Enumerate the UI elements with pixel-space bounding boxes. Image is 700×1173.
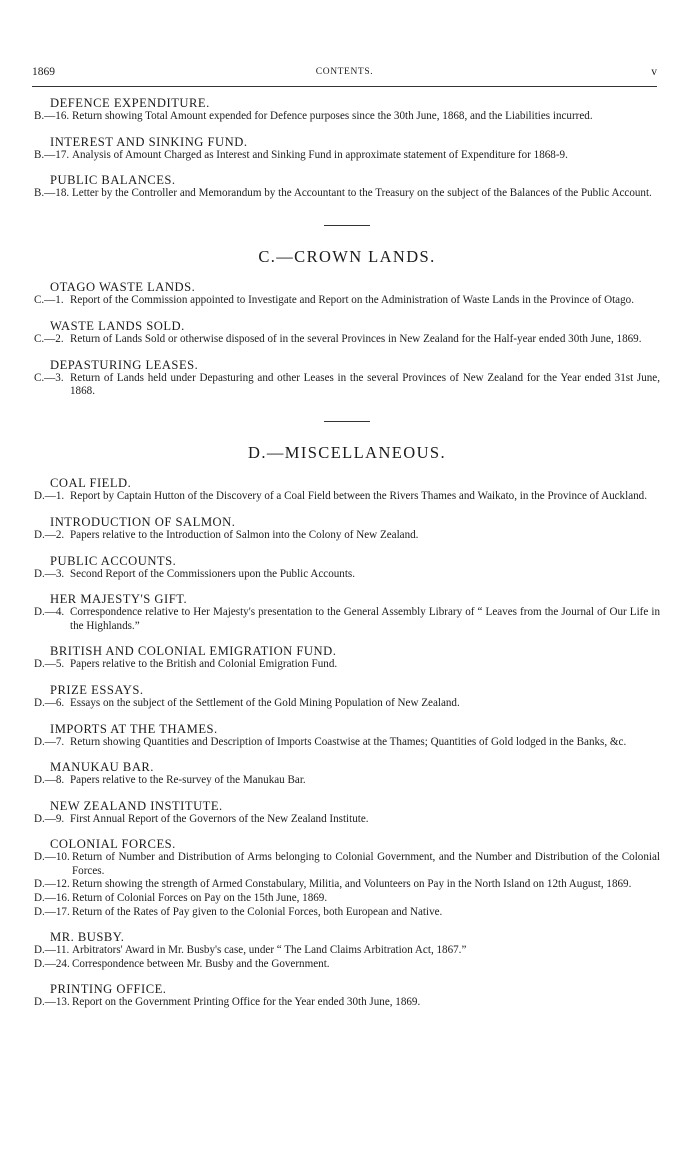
paper-title: Correspondence relative to Her Majesty's presentation to the General Assembly Library of “ Leaves from the Journal of Our Life in the Highlands.”: [70, 606, 660, 632]
group-heading: PRIZE ESSAYS.: [50, 682, 144, 697]
contents-group: [34, 930, 660, 971]
paper-code: D.—10.: [34, 851, 70, 864]
contents-entry: [34, 658, 660, 672]
group-heading: HER MAJESTY'S GIFT.: [50, 592, 188, 607]
contents-group: [34, 135, 660, 163]
header-year: 1869: [32, 66, 55, 78]
group-heading: INTRODUCTION OF SALMON.: [50, 514, 236, 529]
contents-entry: [34, 906, 660, 920]
paper-code: D.—7.: [34, 735, 65, 748]
group-heading: PRINTING OFFICE.: [50, 982, 167, 997]
contents-entry: [34, 813, 660, 827]
paper-title: Correspondence between Mr. Busby and the Government.: [72, 957, 330, 970]
group-heading: DEFENCE EXPENDITURE.: [50, 96, 210, 110]
paper-title: Essays on the subject of the Settlement of the Gold Mining Population of New Zealand.: [70, 696, 460, 709]
section-d-title: D.—MISCELLANEOUS.: [248, 442, 446, 462]
paper-title: Return of Lands held under Depasturing and other Leases in the several Provinces of New Zealand for the Year ended 31st June, 1868.: [70, 371, 660, 398]
contents-entry: [34, 944, 660, 958]
group-heading: WASTE LANDS SOLD.: [50, 318, 185, 333]
group-heading: INTEREST AND SINKING FUND.: [50, 134, 248, 149]
contents-group: [34, 644, 660, 672]
contents-entry: [34, 294, 660, 308]
header-title: CONTENTS.: [315, 67, 374, 77]
contents-group: [34, 722, 660, 750]
section-c-title: C.—CROWN LANDS.: [258, 246, 436, 266]
group-heading: IMPORTS AT THE THAMES.: [50, 721, 218, 736]
paper-title: Return showing Quantities and Description of Imports Coastwise at the Thames; Quantities of Gold lodged in the Banks, &c.: [70, 735, 627, 748]
contents-group: [34, 319, 660, 347]
group-heading: OTAGO WASTE LANDS.: [50, 280, 196, 295]
paper-code: D.—9.: [34, 812, 65, 825]
paper-title: Report on the Government Printing Office for the Year ended 30th June, 1869.: [72, 996, 421, 1009]
contents-entry: [34, 736, 660, 750]
paper-code: D.—4.: [34, 606, 65, 619]
section-d: [34, 476, 660, 1010]
paper-title: Return of Number and Distribution of Arms belonging to Colonial Government, and the Number and Distribution of the Colonial Forces.: [72, 851, 660, 877]
paper-code: C.—1.: [34, 294, 64, 307]
contents-entry: [34, 110, 660, 124]
paper-code: B.—17.: [34, 148, 70, 161]
paper-code: D.—5.: [34, 658, 65, 671]
section-b-continued: [34, 96, 660, 201]
contents-group: [34, 96, 660, 124]
paper-title: Return showing Total Amount expended for Defence purposes since the 30th June, 1868, and the Liabilities incurred.: [72, 110, 593, 122]
paper-code: D.—13.: [34, 996, 70, 1009]
group-heading: BRITISH AND COLONIAL EMIGRATION FUND.: [50, 644, 337, 659]
header-rule: [32, 86, 657, 87]
contents-entry: [34, 187, 660, 201]
page-number: v: [651, 66, 657, 78]
paper-title: Report of the Commission appointed to Investigate and Report on the Administration of Waste Lands in the Province of Otago.: [70, 294, 634, 307]
paper-code: D.—24.: [34, 957, 70, 970]
contents-entry: [34, 697, 660, 711]
page-header: [32, 66, 657, 82]
contents-group: [34, 683, 660, 711]
contents-entry: [34, 333, 660, 347]
group-heading: DEPASTURING LEASES.: [50, 357, 199, 372]
paper-title: Return of the Rates of Pay given to the Colonial Forces, both European and Native.: [72, 905, 443, 918]
contents-group: [34, 554, 660, 582]
group-heading: COAL FIELD.: [50, 476, 132, 491]
contents-entry: [34, 606, 660, 633]
paper-title: Return showing the strength of Armed Constabulary, Militia, and Volunteers on Pay in the North Island on 12th August, 1869.: [72, 878, 632, 891]
contents-group: [34, 837, 660, 919]
paper-title: Second Report of the Commissioners upon the Public Accounts.: [70, 567, 356, 580]
paper-title: Report by Captain Hutton of the Discovery of a Coal Field between the Rivers Thames and Waikato, in the Province of Auckland.: [70, 490, 647, 503]
contents-entry: [34, 568, 660, 582]
paper-code: D.—16.: [34, 892, 70, 905]
contents-entry: [34, 372, 660, 399]
contents-body: [34, 96, 660, 1010]
paper-title: Letter by the Controller and Memorandum by the Accountant to the Treasury on the subject of the Balances of the Public Account.: [72, 187, 652, 200]
contents-entry: [34, 774, 660, 788]
paper-title: First Annual Report of the Governors of the New Zealand Institute.: [70, 812, 369, 825]
paper-title: Analysis of Amount Charged as Interest and Sinking Fund in approximate statement of Expenditure for 1868-9.: [72, 148, 568, 161]
contents-group: [34, 358, 660, 399]
paper-title: Papers relative to the Introduction of Salmon into the Colony of New Zealand.: [70, 528, 419, 541]
contents-group: [34, 476, 660, 504]
contents-group: [34, 173, 660, 201]
group-heading: MANUKAU BAR.: [50, 760, 154, 775]
group-heading: PUBLIC ACCOUNTS.: [50, 553, 177, 568]
paper-code: B.—18.: [34, 187, 70, 200]
group-heading: COLONIAL FORCES.: [50, 837, 176, 852]
contents-entry: [34, 149, 660, 163]
paper-code: C.—3.: [34, 371, 64, 384]
contents-entry: [34, 529, 660, 543]
paper-code: D.—6.: [34, 696, 65, 709]
contents-entry: [34, 851, 660, 878]
contents-group: [34, 760, 660, 788]
paper-title: Return of Lands Sold or otherwise disposed of in the several Provinces in New Zealand for the Half-year ended 30th June, 1869.: [70, 332, 642, 345]
paper-code: B.—16.: [34, 110, 70, 122]
group-heading: MR. BUSBY.: [50, 930, 125, 945]
paper-title: Papers relative to the British and Colonial Emigration Fund.: [70, 658, 338, 671]
group-heading: NEW ZEALAND INSTITUTE.: [50, 798, 223, 813]
paper-code: C.—2.: [34, 332, 64, 345]
paper-title: Papers relative to the Re-survey of the Manukau Bar.: [70, 774, 306, 787]
contents-group: [34, 592, 660, 633]
contents-group: [34, 515, 660, 543]
contents-group: [34, 280, 660, 308]
contents-entry: [34, 892, 660, 906]
paper-code: D.—3.: [34, 567, 65, 580]
group-heading: PUBLIC BALANCES.: [50, 173, 176, 188]
paper-code: D.—11.: [34, 944, 70, 957]
contents-group: [34, 982, 660, 1010]
paper-title: Arbitrators' Award in Mr. Busby's case, under “ The Land Claims Arbitration Act, 1867.”: [72, 944, 467, 957]
contents-group: [34, 799, 660, 827]
contents-entry: [34, 958, 660, 972]
paper-code: D.—8.: [34, 774, 65, 787]
contents-entry: [34, 878, 660, 892]
paper-code: D.—12.: [34, 878, 70, 891]
contents-entry: [34, 996, 660, 1010]
section-c: [34, 280, 660, 398]
paper-code: D.—17.: [34, 905, 70, 918]
paper-code: D.—1.: [34, 490, 65, 503]
paper-code: D.—2.: [34, 528, 65, 541]
paper-title: Return of Colonial Forces on Pay on the 15th June, 1869.: [72, 892, 328, 905]
contents-entry: [34, 490, 660, 504]
